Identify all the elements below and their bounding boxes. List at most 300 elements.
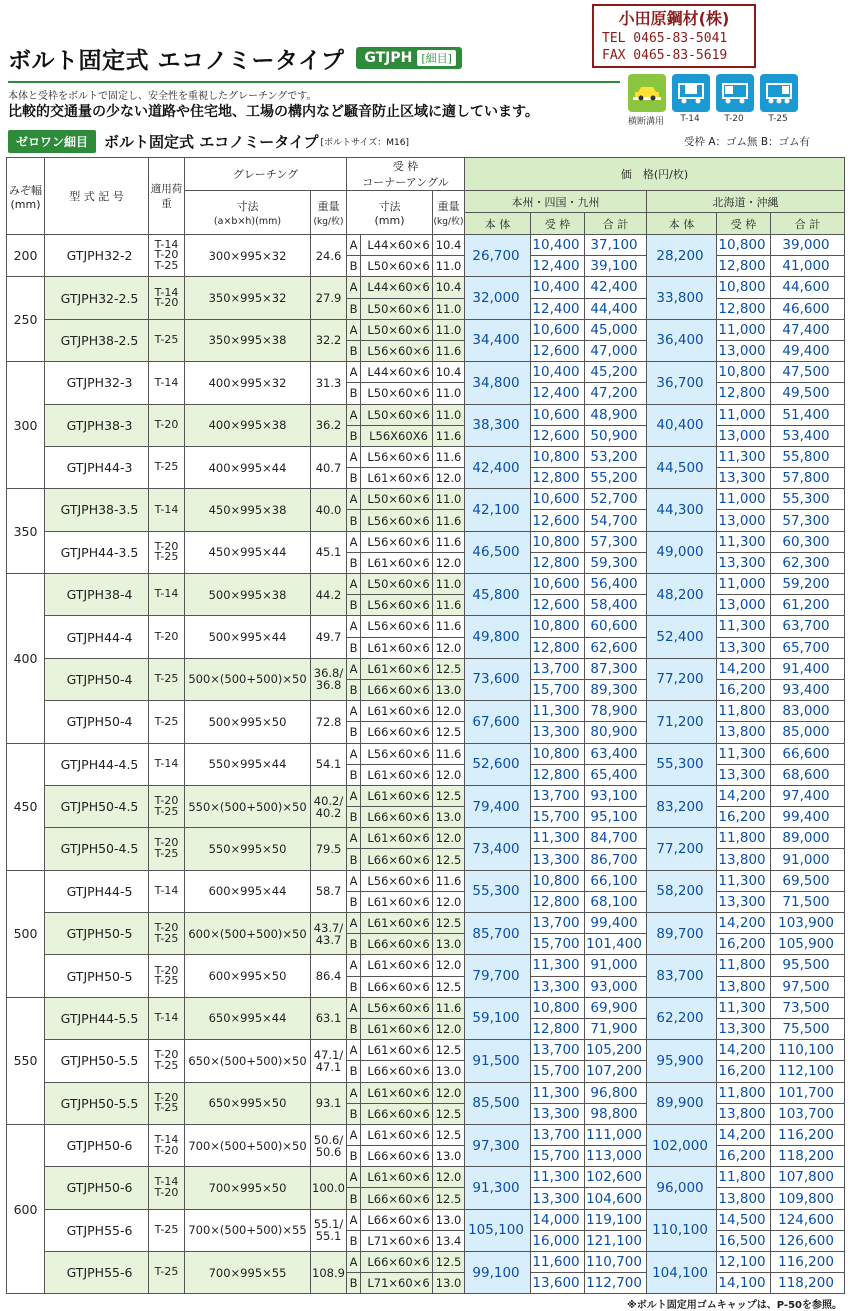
frame-weight-b: 12.0 — [433, 1018, 465, 1039]
grating-weight-cell: 55.1/ 55.1 — [311, 1209, 347, 1251]
frame-angle-b: L56X60X6 — [361, 425, 433, 446]
frame-type-a: A — [347, 404, 361, 425]
total-price-a2: 103,900 — [771, 913, 845, 934]
total-price-b1: 44,400 — [585, 298, 647, 319]
total-price-b1: 89,300 — [585, 679, 647, 700]
total-price-b1: 121,100 — [585, 1230, 647, 1251]
frame-price-a2: 14,500 — [717, 1209, 771, 1230]
body-price-1: 26,700 — [465, 235, 531, 277]
table-row — [7, 913, 845, 934]
body-price-1: 85,700 — [465, 913, 531, 955]
frame-type-a: A — [347, 574, 361, 595]
total-price-a1: 87,300 — [585, 658, 647, 679]
body-price-1: 73,600 — [465, 658, 531, 700]
body-price-2: 71,200 — [647, 701, 717, 743]
model-cell: GTJPH32-2 — [45, 235, 149, 277]
frame-price-b2: 12,800 — [717, 298, 771, 319]
frame-price-a2: 11,000 — [717, 404, 771, 425]
total-price-a1: 53,200 — [585, 446, 647, 467]
model-cell: GTJPH38-4 — [45, 574, 149, 616]
price-table-body — [7, 235, 845, 1294]
model-cell: GTJPH50-6 — [45, 1124, 149, 1166]
company-tel: TEL 0465-83-5041 — [602, 31, 728, 46]
frame-price-a2: 11,300 — [717, 997, 771, 1018]
frame-price-b2: 13,300 — [717, 891, 771, 912]
frame-weight-a: 11.6 — [433, 446, 465, 467]
model-cell: GTJPH50-4.5 — [45, 828, 149, 870]
body-price-2: 44,500 — [647, 446, 717, 488]
grating-weight-cell: 43.7/ 43.7 — [311, 913, 347, 955]
frame-type-b: B — [347, 1273, 361, 1294]
grating-dim-cell: 550×995×50 — [185, 828, 311, 870]
section-title: ボルト固定式 エコノミータイプ — [104, 133, 319, 151]
frame-angle-a: L50×60×6 — [361, 404, 433, 425]
frame-price-a2: 11,800 — [717, 828, 771, 849]
body-price-1: 45,800 — [465, 574, 531, 616]
col-body-1: 本 体 — [465, 213, 531, 235]
model-cell: GTJPH38-3.5 — [45, 489, 149, 531]
load-cell: T-25 — [149, 319, 185, 361]
col-mizo: みぞ幅 (mm) — [7, 158, 45, 235]
body-price-1: 59,100 — [465, 997, 531, 1039]
table-row — [7, 616, 845, 637]
body-price-1: 67,600 — [465, 701, 531, 743]
model-cell: GTJPH50-4 — [45, 658, 149, 700]
body-price-1: 55,300 — [465, 870, 531, 912]
total-price-a2: 63,700 — [771, 616, 845, 637]
frame-angle-a: L44×60×6 — [361, 362, 433, 383]
grating-dim-cell: 600×995×44 — [185, 870, 311, 912]
frame-angle-a: L56×60×6 — [361, 616, 433, 637]
frame-weight-b: 13.0 — [433, 1273, 465, 1294]
frame-price-a1: 10,600 — [531, 319, 585, 340]
frame-type-b: B — [347, 1018, 361, 1039]
body-price-2: 110,100 — [647, 1209, 717, 1251]
load-cell: T-20 T-25 — [149, 955, 185, 997]
body-price-1: 52,600 — [465, 743, 531, 785]
model-cell: GTJPH50-5.5 — [45, 1040, 149, 1082]
model-cell: GTJPH44-4 — [45, 616, 149, 658]
frame-price-a1: 10,800 — [531, 446, 585, 467]
frame-price-a2: 11,800 — [717, 955, 771, 976]
body-price-1: 91,500 — [465, 1040, 531, 1082]
frame-weight-b: 12.5 — [433, 976, 465, 997]
frame-price-b1: 12,800 — [531, 552, 585, 573]
frame-price-a2: 14,200 — [717, 1124, 771, 1145]
load-cell: T-25 — [149, 446, 185, 488]
frame-price-a2: 10,800 — [717, 277, 771, 298]
frame-price-b2: 12,800 — [717, 256, 771, 277]
total-price-a1: 119,100 — [585, 1209, 647, 1230]
frame-price-b1: 13,300 — [531, 849, 585, 870]
frame-weight-a: 11.6 — [433, 531, 465, 552]
model-cell: GTJPH44-5.5 — [45, 997, 149, 1039]
grating-dim-cell: 500×995×38 — [185, 574, 311, 616]
grating-weight-cell: 40.2/ 40.2 — [311, 785, 347, 827]
table-row — [7, 828, 845, 849]
frame-price-b2: 16,200 — [717, 1146, 771, 1167]
total-price-a1: 91,000 — [585, 955, 647, 976]
frame-angle-b: L61×60×6 — [361, 552, 433, 573]
frame-type-b: B — [347, 256, 361, 277]
body-price-2: 55,300 — [647, 743, 717, 785]
total-price-b2: 97,500 — [771, 976, 845, 997]
total-price-b1: 50,900 — [585, 425, 647, 446]
mizo-cell: 400 — [7, 574, 45, 744]
table-row — [7, 1252, 845, 1273]
series-badge-sub: [細目] — [417, 50, 456, 66]
frame-price-b1: 15,700 — [531, 934, 585, 955]
total-price-b2: 112,100 — [771, 1061, 845, 1082]
frame-price-b2: 13,800 — [717, 1188, 771, 1209]
frame-price-a1: 13,700 — [531, 785, 585, 806]
grating-dim-cell: 700×(500+500)×55 — [185, 1209, 311, 1251]
frame-price-b2: 13,000 — [717, 340, 771, 361]
frame-price-b2: 13,300 — [717, 552, 771, 573]
model-cell: GTJPH44-5 — [45, 870, 149, 912]
grating-weight-cell: 24.6 — [311, 235, 347, 277]
table-row — [7, 955, 845, 976]
frame-type-b: B — [347, 849, 361, 870]
total-price-a1: 37,100 — [585, 235, 647, 256]
grating-weight-cell: 36.8/ 36.8 — [311, 658, 347, 700]
mizo-cell: 250 — [7, 277, 45, 362]
frame-type-b: B — [347, 722, 361, 743]
total-price-b1: 62,600 — [585, 637, 647, 658]
load-cell: T-20 T-25 — [149, 785, 185, 827]
frame-price-a2: 14,200 — [717, 658, 771, 679]
frame-price-b2: 16,500 — [717, 1230, 771, 1251]
frame-type-a: A — [347, 1124, 361, 1145]
body-price-2: 49,000 — [647, 531, 717, 573]
frame-price-b2: 13,300 — [717, 637, 771, 658]
total-price-b2: 91,000 — [771, 849, 845, 870]
frame-price-b1: 13,300 — [531, 1103, 585, 1124]
total-price-b2: 49,400 — [771, 340, 845, 361]
model-cell: GTJPH32-3 — [45, 362, 149, 404]
total-price-b1: 101,400 — [585, 934, 647, 955]
frame-price-b2: 13,800 — [717, 849, 771, 870]
total-price-a2: 59,200 — [771, 574, 845, 595]
grating-dim-cell: 700×(500+500)×50 — [185, 1124, 311, 1166]
footer-note: ※ボルト固定用ゴムキャップは、P-50を参照。 — [627, 1300, 842, 1311]
frame-type-b: B — [347, 340, 361, 361]
body-price-2: 28,200 — [647, 235, 717, 277]
frame-price-a1: 10,600 — [531, 489, 585, 510]
frame-price-b1: 15,700 — [531, 1146, 585, 1167]
frame-price-b2: 14,100 — [717, 1273, 771, 1294]
frame-type-a: A — [347, 1252, 361, 1273]
col-fdim: 寸法 (mm) — [347, 191, 433, 235]
frame-angle-a: L56×60×6 — [361, 743, 433, 764]
body-price-1: 32,000 — [465, 277, 531, 319]
frame-price-a1: 10,600 — [531, 574, 585, 595]
frame-price-a1: 11,300 — [531, 701, 585, 722]
frame-angle-b: L56×60×6 — [361, 510, 433, 531]
load-cell: T-25 — [149, 701, 185, 743]
model-cell: GTJPH50-4.5 — [45, 785, 149, 827]
frame-price-a1: 11,300 — [531, 828, 585, 849]
total-price-b1: 95,100 — [585, 807, 647, 828]
body-price-2: 89,900 — [647, 1082, 717, 1124]
load-cell: T-20 T-25 — [149, 531, 185, 573]
frame-weight-b: 11.6 — [433, 340, 465, 361]
model-cell: GTJPH50-4 — [45, 701, 149, 743]
series-badge-code: GTJPH — [364, 50, 413, 66]
total-price-a2: 116,200 — [771, 1252, 845, 1273]
icon-label: 横断溝用 — [627, 117, 664, 127]
table-row — [7, 235, 845, 256]
grating-weight-cell: 47.1/ 47.1 — [311, 1040, 347, 1082]
frame-type-b: B — [347, 679, 361, 700]
frame-type-b: B — [347, 298, 361, 319]
grating-weight-cell: 44.2 — [311, 574, 347, 616]
icon-label: T-20 — [724, 114, 744, 124]
model-cell: GTJPH55-6 — [45, 1252, 149, 1294]
frame-weight-a: 13.0 — [433, 1209, 465, 1230]
grating-weight-cell: 72.8 — [311, 701, 347, 743]
company-stamp — [592, 4, 756, 68]
total-price-a1: 110,700 — [585, 1252, 647, 1273]
frame-type-b: B — [347, 552, 361, 573]
total-price-a2: 60,300 — [771, 531, 845, 552]
frame-type-a: A — [347, 1082, 361, 1103]
frame-type-a: A — [347, 913, 361, 934]
load-cell: T-20 T-25 — [149, 1082, 185, 1124]
grating-dim-cell: 350×995×38 — [185, 319, 311, 361]
grating-weight-cell: 63.1 — [311, 997, 347, 1039]
col-model: 型 式 記 号 — [45, 158, 149, 235]
body-price-2: 77,200 — [647, 828, 717, 870]
body-price-1: 91,300 — [465, 1167, 531, 1209]
frame-weight-a: 12.5 — [433, 1124, 465, 1145]
total-price-b1: 54,700 — [585, 510, 647, 531]
grating-dim-cell: 450×995×44 — [185, 531, 311, 573]
car-icon — [628, 74, 666, 112]
col-frame-1: 受 枠 — [531, 213, 585, 235]
load-cell: T-14 — [149, 362, 185, 404]
frame-price-a2: 14,200 — [717, 1040, 771, 1061]
frame-angle-b: L66×60×6 — [361, 807, 433, 828]
col-frame-2: 受 枠 — [717, 213, 771, 235]
frame-angle-b: L66×60×6 — [361, 849, 433, 870]
frame-weight-b: 13.4 — [433, 1230, 465, 1251]
frame-angle-b: L61×60×6 — [361, 468, 433, 489]
frame-type-a: A — [347, 235, 361, 256]
frame-angle-b: L61×60×6 — [361, 637, 433, 658]
frame-weight-b: 11.6 — [433, 510, 465, 531]
frame-angle-b: L61×60×6 — [361, 891, 433, 912]
col-frame: 受 枠 コーナーアングル — [347, 158, 465, 191]
total-price-b2: 53,400 — [771, 425, 845, 446]
frame-type-b: B — [347, 1188, 361, 1209]
frame-angle-b: L66×60×6 — [361, 1188, 433, 1209]
load-cell: T-20 — [149, 616, 185, 658]
frame-weight-a: 11.6 — [433, 743, 465, 764]
frame-type-b: B — [347, 1061, 361, 1082]
table-row — [7, 446, 845, 467]
title-divider — [8, 81, 620, 83]
body-price-2: 58,200 — [647, 870, 717, 912]
body-price-1: 105,100 — [465, 1209, 531, 1251]
total-price-b2: 99,400 — [771, 807, 845, 828]
grating-dim-cell: 350×995×32 — [185, 277, 311, 319]
frame-weight-a: 10.4 — [433, 235, 465, 256]
body-price-2: 40,400 — [647, 404, 717, 446]
col-weight: 重量 (kg/枚) — [311, 191, 347, 235]
col-total-2: 合 計 — [771, 213, 845, 235]
total-price-b1: 104,600 — [585, 1188, 647, 1209]
total-price-b2: 71,500 — [771, 891, 845, 912]
frame-price-a1: 13,700 — [531, 1040, 585, 1061]
frame-price-a1: 13,700 — [531, 913, 585, 934]
frame-angle-a: L61×60×6 — [361, 955, 433, 976]
total-price-a1: 99,400 — [585, 913, 647, 934]
frame-price-b2: 12,800 — [717, 383, 771, 404]
frame-price-a1: 11,300 — [531, 1082, 585, 1103]
price-table — [6, 157, 845, 1294]
load-cell: T-25 — [149, 1209, 185, 1251]
frame-weight-b: 13.0 — [433, 807, 465, 828]
table-row — [7, 1040, 845, 1061]
grating-dim-cell: 550×995×44 — [185, 743, 311, 785]
frame-weight-a: 11.6 — [433, 616, 465, 637]
frame-type-b: B — [347, 976, 361, 997]
frame-weight-b: 11.6 — [433, 425, 465, 446]
page-title: ボルト固定式 エコノミータイプ — [8, 47, 345, 74]
frame-price-b2: 13,800 — [717, 976, 771, 997]
table-row — [7, 1167, 845, 1188]
total-price-a2: 44,600 — [771, 277, 845, 298]
load-cell: T-20 — [149, 404, 185, 446]
frame-angle-a: L66×60×6 — [361, 1252, 433, 1273]
model-cell: GTJPH44-3 — [45, 446, 149, 488]
total-price-a1: 57,300 — [585, 531, 647, 552]
frame-weight-a: 12.0 — [433, 1167, 465, 1188]
total-price-b2: 62,300 — [771, 552, 845, 573]
total-price-a1: 60,600 — [585, 616, 647, 637]
grating-dim-cell: 500×995×50 — [185, 701, 311, 743]
table-row — [7, 362, 845, 383]
frame-price-a1: 10,800 — [531, 531, 585, 552]
col-price: 価 格(円/枚) — [465, 158, 845, 191]
total-price-a1: 111,000 — [585, 1124, 647, 1145]
model-cell: GTJPH44-3.5 — [45, 531, 149, 573]
body-price-1: 34,800 — [465, 362, 531, 404]
frame-price-a1: 11,300 — [531, 1167, 585, 1188]
frame-price-a1: 10,400 — [531, 277, 585, 298]
frame-weight-a: 10.4 — [433, 277, 465, 298]
body-price-1: 85,500 — [465, 1082, 531, 1124]
body-price-1: 49,800 — [465, 616, 531, 658]
frame-type-b: B — [347, 468, 361, 489]
frame-price-b1: 12,800 — [531, 891, 585, 912]
frame-type-b: B — [347, 425, 361, 446]
total-price-b2: 103,700 — [771, 1103, 845, 1124]
frame-type-b: B — [347, 637, 361, 658]
usage-icon-labels — [624, 114, 800, 127]
body-price-2: 104,100 — [647, 1252, 717, 1294]
total-price-b1: 47,200 — [585, 383, 647, 404]
frame-angle-b: L50×60×6 — [361, 298, 433, 319]
frame-weight-b: 13.0 — [433, 1061, 465, 1082]
load-cell: T-25 — [149, 1252, 185, 1294]
frame-type-b: B — [347, 383, 361, 404]
total-price-b2: 118,200 — [771, 1273, 845, 1294]
total-price-a2: 51,400 — [771, 404, 845, 425]
model-cell: GTJPH50-6 — [45, 1167, 149, 1209]
col-dim: 寸法 (a×b×h)(mm) — [185, 191, 311, 235]
total-price-b1: 65,400 — [585, 764, 647, 785]
grating-weight-cell: 79.5 — [311, 828, 347, 870]
body-price-2: 83,700 — [647, 955, 717, 997]
total-price-a2: 83,000 — [771, 701, 845, 722]
body-price-1: 38,300 — [465, 404, 531, 446]
total-price-b2: 75,500 — [771, 1018, 845, 1039]
load-cell: T-20 T-25 — [149, 1040, 185, 1082]
frame-type-a: A — [347, 828, 361, 849]
frame-type-a: A — [347, 531, 361, 552]
region-hokkaido: 北海道・沖縄 — [647, 191, 845, 213]
body-price-1: 79,400 — [465, 785, 531, 827]
total-price-a2: 66,600 — [771, 743, 845, 764]
total-price-b1: 93,000 — [585, 976, 647, 997]
model-cell: GTJPH38-3 — [45, 404, 149, 446]
frame-angle-a: L56×60×6 — [361, 446, 433, 467]
frame-type-b: B — [347, 934, 361, 955]
frame-weight-a: 12.0 — [433, 828, 465, 849]
body-price-1: 99,100 — [465, 1252, 531, 1294]
total-price-b2: 57,300 — [771, 510, 845, 531]
icon-label: T-14 — [680, 114, 700, 124]
frame-type-a: A — [347, 701, 361, 722]
frame-price-a1: 10,600 — [531, 404, 585, 425]
frame-weight-b: 13.0 — [433, 679, 465, 700]
load-cell: T-25 — [149, 658, 185, 700]
table-row — [7, 1124, 845, 1145]
body-price-2: 36,700 — [647, 362, 717, 404]
table-row — [7, 658, 845, 679]
total-price-b2: 68,600 — [771, 764, 845, 785]
description-large: 比較的交通量の少ない道路や住宅地、工場の構内など騒音防止区域に適しています。 — [8, 104, 539, 120]
total-price-a1: 105,200 — [585, 1040, 647, 1061]
model-cell: GTJPH50-5 — [45, 913, 149, 955]
grating-dim-cell: 450×995×38 — [185, 489, 311, 531]
mizo-cell: 200 — [7, 235, 45, 277]
mizo-cell: 300 — [7, 362, 45, 489]
frame-angle-b: L56×60×6 — [361, 340, 433, 361]
frame-price-a2: 11,300 — [717, 531, 771, 552]
total-price-b2: 105,900 — [771, 934, 845, 955]
grating-weight-cell: 31.3 — [311, 362, 347, 404]
mizo-cell: 600 — [7, 1124, 45, 1294]
load-cell: T-14 — [149, 997, 185, 1039]
frame-weight-b: 12.5 — [433, 1188, 465, 1209]
body-price-1: 42,400 — [465, 446, 531, 488]
truck-t25-icon — [760, 74, 798, 112]
frame-price-b2: 13,000 — [717, 510, 771, 531]
model-cell: GTJPH50-5.5 — [45, 1082, 149, 1124]
company-name: 小田原鋼材(株) — [618, 9, 730, 28]
frame-angle-a: L66×60×6 — [361, 1209, 433, 1230]
load-cell: T-14 T-20 — [149, 277, 185, 319]
frame-weight-b: 12.0 — [433, 891, 465, 912]
frame-price-b1: 13,300 — [531, 722, 585, 743]
frame-type-b: B — [347, 595, 361, 616]
frame-type-a: A — [347, 1040, 361, 1061]
model-cell: GTJPH38-2.5 — [45, 319, 149, 361]
col-fweight: 重量 (kg/枚) — [433, 191, 465, 235]
